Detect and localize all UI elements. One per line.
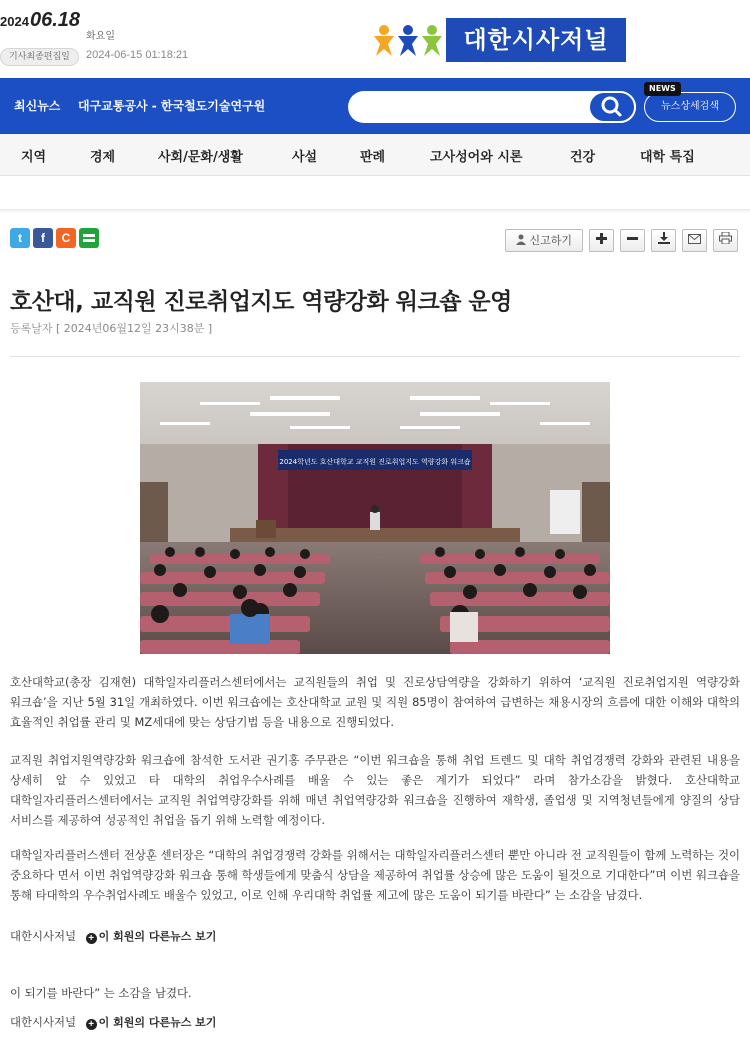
date-year: 2024 <box>0 14 29 29</box>
category-menu <box>0 134 750 176</box>
menu-item-precedent[interactable]: 판례 <box>360 150 386 165</box>
article-title: 호산대, 교직원 진로취업지도 역량강화 워크숍 운영 <box>10 289 512 315</box>
plus-icon <box>596 233 607 244</box>
site-logo[interactable] <box>372 18 626 62</box>
search-button[interactable] <box>588 91 636 123</box>
news-tag-badge: NEWS <box>644 82 681 96</box>
menu-item-society-culture[interactable]: 사회/문화/생활 <box>158 150 243 165</box>
more-news-label: 이 회원의 다른뉴스 보기 <box>98 930 217 943</box>
source-name-2: 대한시사저널 <box>10 1015 77 1029</box>
article-byline <box>10 320 212 336</box>
workshop-photo-illustration <box>140 382 610 654</box>
recent-news-label: 최신뉴스 <box>14 99 61 113</box>
article-paragraph-3: 대학일자리플러스센터 전상훈 센터장은 “대학의 취업경쟁력 강화를 위해서는 대학일자리플러스센터 뿐만 아니라 전 교직원들이 함께 노력하는 것이 중요하다 면서 이번 취업역량강화 워크숍 통해 학생들에게 맞춤식 상담을 제공하여 취업률 상승에 많은 도움이 될것으로 기대한다”며 이번 워크숍을 통해 타대학의 우수취업사례도 배울수 있었고, 이로 인해 우리대학 취업률 제고에 많은 도움이 되기를 바란다” 는 소감을 남겼다. <box>10 848 740 902</box>
menu-item-university-special[interactable]: 대학 특집 <box>640 150 695 165</box>
band-icon <box>79 228 99 248</box>
byline-label: 등록날자 <box>10 322 53 335</box>
article-photo[interactable] <box>140 382 610 654</box>
logo-stars-icon <box>372 22 444 58</box>
recent-news-ticker[interactable]: 대구교통공사 - 한국철도기술연구원 <box>78 99 266 113</box>
date-weekday: 화요일 <box>86 31 115 42</box>
divider <box>0 209 750 213</box>
menu-item-idioms-column[interactable]: 고사성어와 시론 <box>430 150 523 165</box>
save-button[interactable] <box>651 229 676 252</box>
report-label: 신고하기 <box>529 234 572 247</box>
font-decrease-button[interactable] <box>620 229 645 252</box>
more-news-label-2: 이 회원의 다른뉴스 보기 <box>98 1016 217 1029</box>
mail-icon <box>688 234 701 244</box>
more-news-link-2[interactable] <box>86 1016 217 1029</box>
minus-icon <box>627 233 638 244</box>
menu-item-health[interactable]: 건강 <box>570 150 596 165</box>
article-source <box>10 928 216 944</box>
site-name: 대한시사저널 <box>446 18 626 62</box>
report-button[interactable] <box>505 229 583 252</box>
facebook-icon[interactable]: f <box>33 228 53 248</box>
title-divider <box>10 356 740 357</box>
plus-circle-icon: + <box>86 1019 97 1030</box>
download-icon <box>658 232 670 244</box>
last-edit-time: 2024-06-15 01:18:21 <box>86 49 189 61</box>
search-icon <box>590 93 634 121</box>
c-share-icon[interactable]: C <box>56 228 76 248</box>
menu-item-region[interactable]: 지역 <box>21 150 47 165</box>
article-paragraph-2: 교직원 취업지원역량강화 워크숍에 참석한 도서관 권기홍 주무관은 “이번 워크숍을 통해 취업 트렌드 및 대학 취업경쟁력 강화와 관련된 내용을 상세히 알 수 있었고 타 대학의 취업우수사례를 배울 수 있는 좋은 계기가 되었다” 라며 참가소감을 밝혔다. 호산대학교 대학일자리플러스센터에서는 교직원 취업역량강화를 위해 매년 취업역량강화 워크숍을 진행하여 재학생, 졸업생 및 지역청년들에게 양질의 상담 서비스를 제공하여 성공적인 취업을 돕기 위해 노력할 예정이다. <box>10 753 740 827</box>
photo-banner-text: 2024학년도 호산대학교 교직원 진로취업지도 역량강화 워크숍 <box>279 458 471 466</box>
user-icon <box>516 234 526 245</box>
sub-menu-strip <box>0 176 750 210</box>
article-paragraph-1: 호산대학교(총장 김재현) 대학일자리플러스센터에서는 교직원들의 취업 및 진로상담역량을 강화하기 위하여 ‘교직원 진로취업지원 역량강화 워크숍’을 지난 5월 31일 개최하였다. 이번 워크숍에는 호산대학교 교원 및 직원 85명이 참여하여 급변하는 채용시장의 흐름에 대한 이해와 대학의 효율적인 취업률 관리 및 MZ세대에 맞는 상담기법 등을 내용으로 진행되었다. <box>10 675 740 729</box>
byline-date: [ 2024년06월12일 23시38분 ] <box>56 322 213 335</box>
date-month-day: 06.18 <box>30 9 81 31</box>
top-header <box>0 0 750 76</box>
print-button[interactable] <box>713 229 738 252</box>
twitter-icon[interactable]: t <box>10 228 30 248</box>
naver-band-icon[interactable] <box>79 228 99 248</box>
printer-icon <box>719 232 732 244</box>
main-nav-bar <box>0 78 750 134</box>
menu-item-economy[interactable]: 경제 <box>90 150 116 165</box>
more-news-link[interactable] <box>86 930 217 943</box>
source-name: 대한시사저널 <box>10 929 77 943</box>
article-source-2 <box>10 1014 216 1030</box>
menu-item-editorial[interactable]: 사설 <box>292 150 318 165</box>
article-repeat-line: 이 되기를 바란다” 는 소감을 남겼다. <box>10 986 192 1000</box>
font-increase-button[interactable] <box>589 229 614 252</box>
news-detail-search-button[interactable]: 뉴스상세검색 <box>644 92 736 122</box>
last-edit-badge: 기사최종편집일 <box>0 48 79 66</box>
search-input[interactable] <box>360 97 580 117</box>
email-button[interactable] <box>682 229 707 252</box>
plus-circle-icon: + <box>86 933 97 944</box>
